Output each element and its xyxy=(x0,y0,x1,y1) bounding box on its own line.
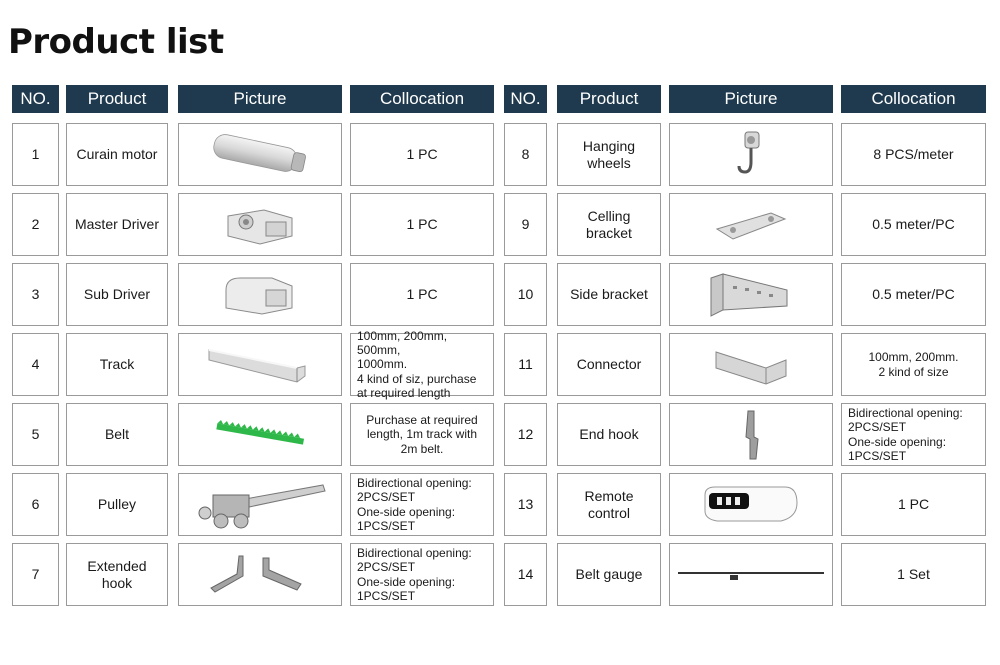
picture-cell xyxy=(178,403,342,466)
product-text: Belt xyxy=(104,426,130,443)
curtain-motor-image xyxy=(205,130,315,180)
collocation-text: 0.5 meter/PC xyxy=(872,286,955,303)
collocation-text: 0.5 meter/PC xyxy=(872,216,955,233)
no-cell xyxy=(12,193,59,256)
product-text: Extended hook xyxy=(87,557,147,591)
product-cell xyxy=(557,473,661,536)
picture-cell xyxy=(669,403,833,466)
track-image xyxy=(205,342,315,388)
side-bracket-image xyxy=(701,270,801,320)
collocation-text: 100mm, 200mm. 2 kind of size xyxy=(868,350,959,379)
collocation-cell xyxy=(841,403,986,466)
header-no: NO. xyxy=(504,85,547,113)
header-collocation: Collocation xyxy=(350,85,494,113)
no-cell xyxy=(12,123,59,186)
collocation-cell xyxy=(841,123,986,186)
belt-image xyxy=(210,415,310,455)
no-cell xyxy=(504,403,547,466)
picture-cell xyxy=(178,263,342,326)
product-text: Hanging wheels xyxy=(582,137,636,171)
header-picture: Picture xyxy=(669,85,833,113)
product-cell xyxy=(557,263,661,326)
sub-driver-image xyxy=(220,272,300,318)
no-text: 3 xyxy=(31,286,40,303)
product-text: Side bracket xyxy=(570,286,648,303)
no-text: 4 xyxy=(31,356,40,373)
collocation-cell xyxy=(841,193,986,256)
picture-cell xyxy=(669,473,833,536)
header-product: Product xyxy=(557,85,661,113)
no-text: 1 xyxy=(31,146,40,163)
pulley-image xyxy=(185,477,335,533)
no-text: 14 xyxy=(517,566,534,583)
collocation-text: 100mm, 200mm, 500mm, 1000mm. 4 kind of siz, purchase at required length xyxy=(357,329,477,400)
collocation-text: Bidirectional opening: 2PCS/SET One-side opening: 1PCS/SET xyxy=(848,406,963,463)
no-text: 13 xyxy=(517,496,534,513)
hanging-wheels-image xyxy=(731,128,771,182)
product-text: Pulley xyxy=(97,496,137,513)
header-picture: Picture xyxy=(178,85,342,113)
product-cell xyxy=(557,403,661,466)
collocation-text: 1 Set xyxy=(897,566,930,583)
collocation-cell xyxy=(350,543,494,606)
collocation-cell xyxy=(350,193,494,256)
collocation-cell xyxy=(350,123,494,186)
collocation-text: 1 PC xyxy=(406,286,438,303)
picture-cell xyxy=(669,543,833,606)
collocation-cell xyxy=(841,543,986,606)
no-text: 2 xyxy=(31,216,40,233)
collocation-cell xyxy=(350,329,494,400)
product-text: Sub Driver xyxy=(83,286,151,303)
picture-cell xyxy=(669,333,833,396)
picture-cell xyxy=(178,123,342,186)
picture-cell xyxy=(669,123,833,186)
no-cell xyxy=(504,193,547,256)
picture-cell xyxy=(669,193,833,256)
no-text: 8 xyxy=(521,146,530,163)
no-cell xyxy=(504,333,547,396)
product-text: Curain motor xyxy=(76,146,158,163)
collocation-cell xyxy=(841,333,986,396)
page-title: Product list xyxy=(8,22,224,62)
collocation-text: Bidirectional opening: 2PCS/SET One-side opening: 1PCS/SET xyxy=(357,476,472,533)
no-text: 11 xyxy=(518,356,533,373)
collocation-cell xyxy=(841,473,986,536)
no-cell xyxy=(504,473,547,536)
product-text: Celling bracket xyxy=(586,207,632,241)
product-text: End hook xyxy=(579,426,639,443)
belt-gauge-image xyxy=(676,565,826,585)
collocation-text: 1 PC xyxy=(897,496,930,513)
no-cell xyxy=(12,333,59,396)
collocation-cell xyxy=(350,403,494,466)
product-cell xyxy=(66,263,168,326)
collocation-text: Bidirectional opening: 2PCS/SET One-side opening: 1PCS/SET xyxy=(357,546,472,603)
product-cell xyxy=(66,193,168,256)
product-cell xyxy=(66,123,168,186)
product-cell xyxy=(557,123,661,186)
remote-control-image xyxy=(701,483,801,527)
product-cell xyxy=(66,543,168,606)
master-driver-image xyxy=(220,202,300,248)
no-text: 9 xyxy=(521,216,530,233)
collocation-text: 8 PCS/meter xyxy=(873,146,954,163)
product-cell xyxy=(557,543,661,606)
product-text: Belt gauge xyxy=(575,566,643,583)
collocation-text: Purchase at required length, 1m track with 2m belt. xyxy=(366,413,478,456)
no-cell xyxy=(12,543,59,606)
header-product: Product xyxy=(66,85,168,113)
header-no: NO. xyxy=(12,85,59,113)
extended-hook-image xyxy=(205,550,315,600)
product-text: Remote control xyxy=(584,487,634,521)
collocation-cell xyxy=(350,473,494,536)
product-text: Master Driver xyxy=(74,216,159,233)
collocation-text: 1 PC xyxy=(406,146,438,163)
connector-image xyxy=(706,342,796,388)
no-text: 6 xyxy=(31,496,40,513)
end-hook-image xyxy=(736,407,766,463)
product-cell xyxy=(557,333,661,396)
ceiling-bracket-image xyxy=(711,205,791,245)
no-text: 5 xyxy=(31,426,40,443)
picture-cell xyxy=(178,193,342,256)
picture-cell xyxy=(178,473,342,536)
product-cell xyxy=(557,193,661,256)
collocation-cell xyxy=(350,263,494,326)
no-cell xyxy=(12,403,59,466)
collocation-cell xyxy=(841,263,986,326)
no-text: 10 xyxy=(517,286,534,303)
no-cell xyxy=(504,543,547,606)
product-cell xyxy=(66,333,168,396)
picture-cell xyxy=(669,263,833,326)
no-cell xyxy=(12,263,59,326)
no-cell xyxy=(12,473,59,536)
header-collocation: Collocation xyxy=(841,85,986,113)
picture-cell xyxy=(178,333,342,396)
no-cell xyxy=(504,263,547,326)
picture-cell xyxy=(178,543,342,606)
product-text: Connector xyxy=(576,356,642,373)
collocation-text: 1 PC xyxy=(406,216,438,233)
product-text: Track xyxy=(99,356,135,373)
no-text: 12 xyxy=(517,426,534,443)
product-cell xyxy=(66,473,168,536)
no-text: 7 xyxy=(31,566,40,583)
no-cell xyxy=(504,123,547,186)
product-cell xyxy=(66,403,168,466)
